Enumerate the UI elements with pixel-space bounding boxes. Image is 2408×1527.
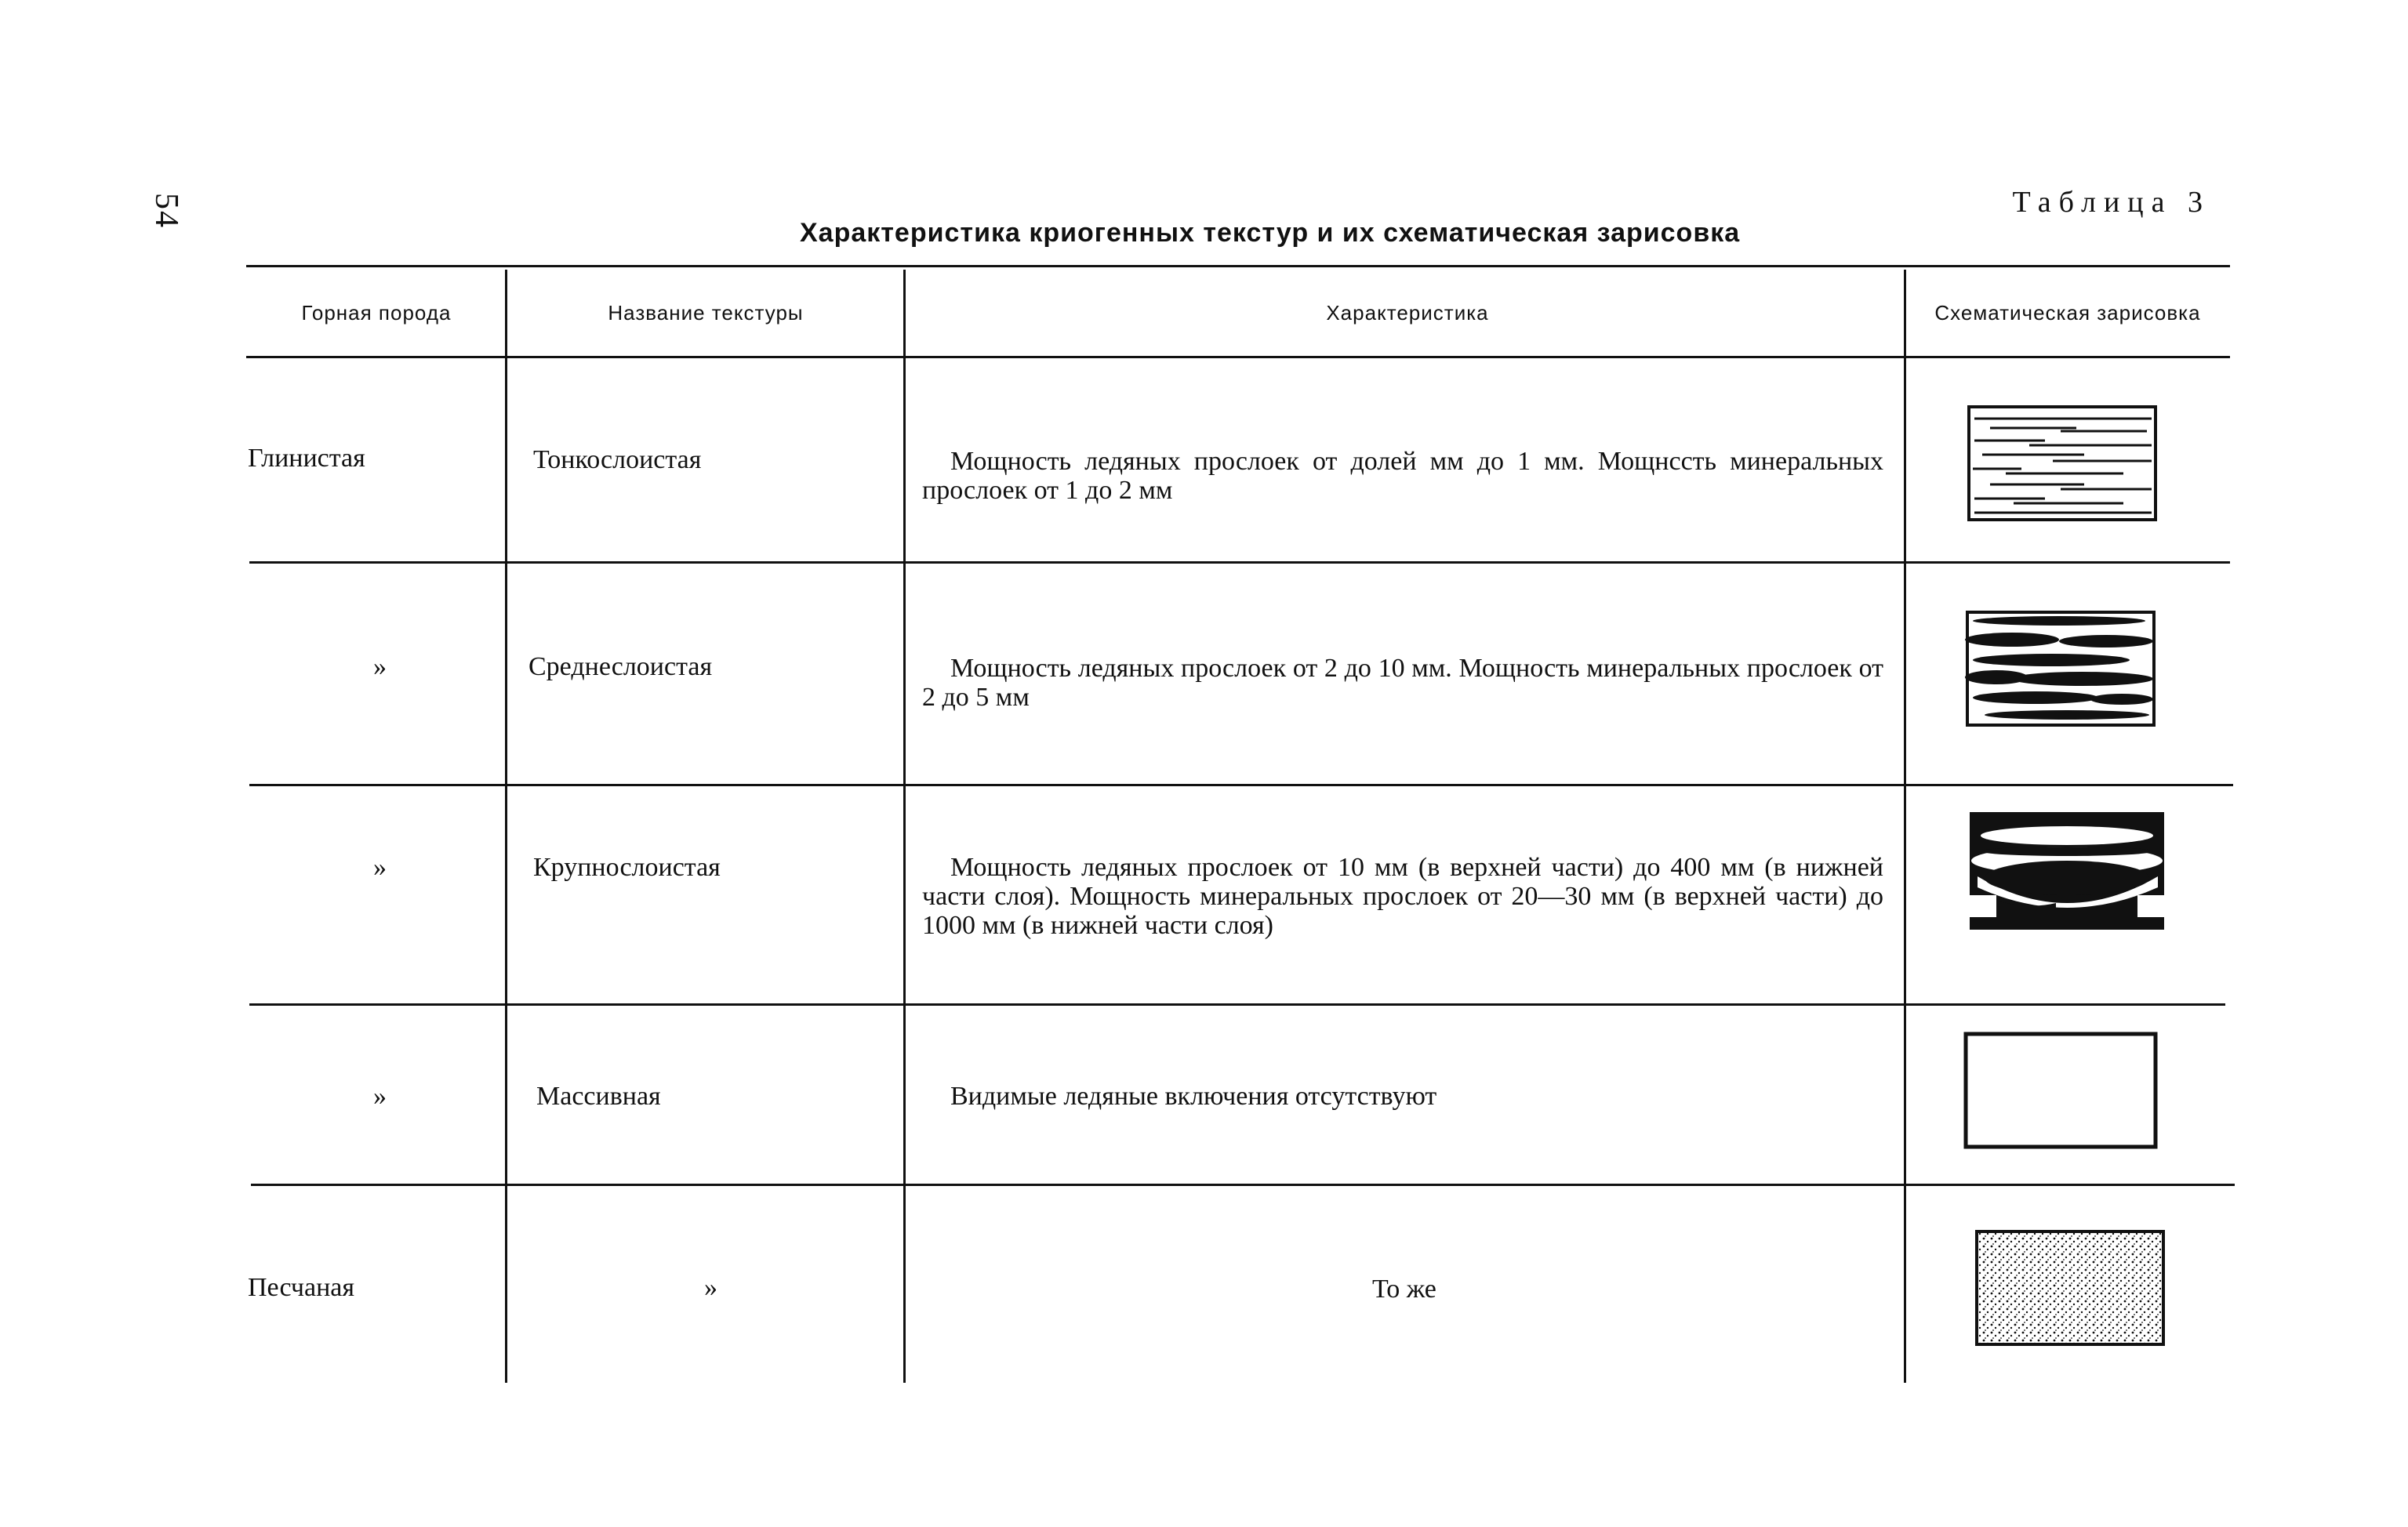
row-3-texture: Крупнослоистая [533,853,721,882]
header-bottom-rule [246,356,2230,358]
page-number: 54 [148,193,184,229]
row-5-characteristic: То же [1372,1275,1436,1304]
coarse-layered-sketch [1970,812,2164,930]
row-3-bottom-rule [249,1003,2225,1006]
row-3-rock: » [373,853,387,882]
column-divider-1 [505,270,507,1383]
row-4-texture: Массивная [536,1082,661,1111]
massive-sketch [1963,1032,2159,1151]
row-5-rock: Песчаная [248,1273,355,1302]
thin-layered-sketch [1967,404,2159,522]
row-2-bottom-rule [249,784,2233,786]
row-1-bottom-rule [249,561,2230,564]
table-title: Характеристика криогенных текстур и их схематическая зарисовка [800,218,1741,248]
row-2-texture: Среднеслоистая [528,652,713,681]
column-divider-3 [1904,270,1906,1383]
medium-layered-sketch [1965,610,2158,727]
row-1-characteristic: Мощность ледяных прослоек от долей мм до 1 мм. Мощнссть минеральных прослоек от 1 до 2 мм [922,447,1883,505]
row-5-texture: » [704,1273,717,1302]
column-divider-2 [903,270,906,1383]
sandy-dotted-sketch [1974,1229,2167,1347]
row-4-bottom-rule [251,1184,2235,1186]
row-2-rock: » [373,652,387,681]
row-4-rock: » [373,1082,387,1111]
header-texture-name: Название текстуры [608,301,804,325]
row-1-texture: Тонкослоистая [533,445,702,474]
row-4-characteristic: Видимые ледяные включения отсутствуют [950,1082,1437,1111]
table-top-rule [246,265,2230,267]
table-label: Таблица 3 [2012,186,2210,219]
header-characteristic: Характеристика [1326,301,1489,325]
row-2-characteristic: Мощность ледяных прослоек от 2 до 10 мм. Мощность минеральных прослоек от 2 до 5 мм [922,654,1883,712]
header-sketch: Схематическая зарисовка [1934,301,2201,325]
header-rock: Горная порода [301,301,452,325]
row-3-characteristic: Мощность ледяных прослоек от 10 мм (в верхней части) до 400 мм (в нижней части слоя). Мощность минеральных прослоек от 20—30 мм (в верхней части) до 1000 мм (в нижней части слоя) [922,853,1883,940]
row-1-rock: Глинистая [248,444,365,473]
